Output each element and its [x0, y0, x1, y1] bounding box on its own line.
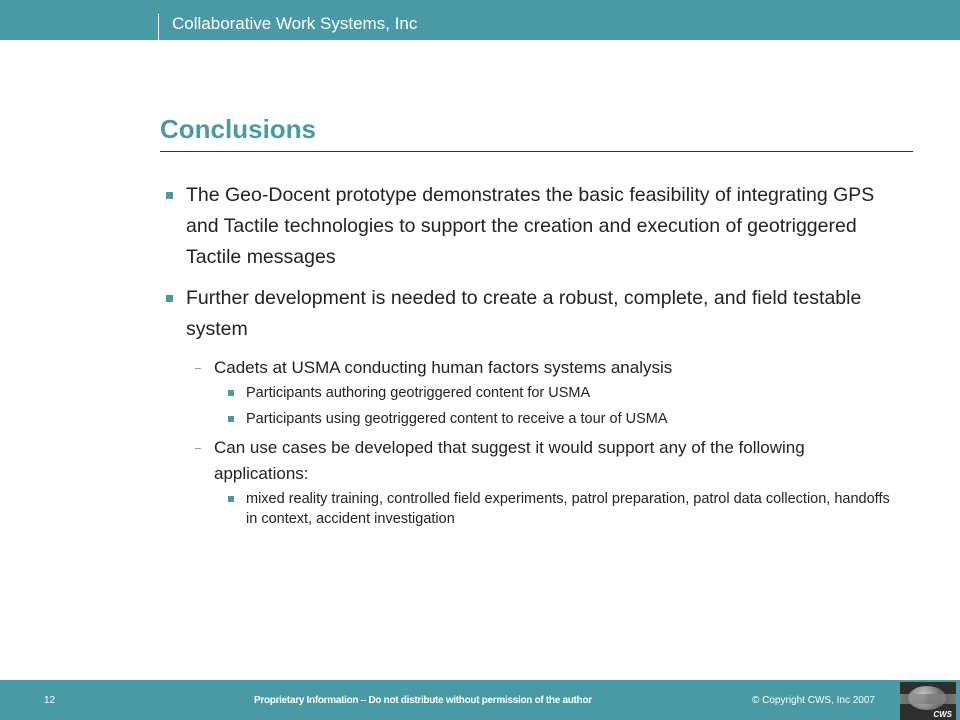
square-bullet-icon [166, 295, 173, 302]
copyright-text: © Copyright CWS, Inc 2007 [752, 695, 875, 706]
sub-bullet-item [160, 355, 900, 381]
sub-sub-bullet-text: mixed reality training, controlled field experiments, patrol preparation, patrol data collection, handoffs in context, accident investigation [246, 491, 890, 527]
sub-bullet-text: Cadets at USMA conducting human factors systems analysis [214, 358, 673, 377]
dash-bullet-icon [195, 368, 201, 369]
square-bullet-icon [166, 192, 173, 199]
slide-body [160, 180, 900, 535]
header-divider [158, 14, 159, 40]
handshake-icon [900, 694, 956, 704]
company-name: Collaborative Work Systems, Inc [172, 14, 418, 33]
sub-sub-bullet-item [160, 383, 900, 403]
sub-bullet-text: Can use cases be developed that suggest it would support any of the following applications: [214, 438, 805, 483]
page-number: 12 [44, 695, 56, 706]
square-bullet-icon [228, 416, 234, 422]
sub-sub-bullet-item [160, 489, 900, 529]
cws-logo [900, 682, 956, 720]
proprietary-notice: Proprietary Information – Do not distribute without permission of the author [254, 695, 592, 706]
square-bullet-icon [228, 390, 234, 396]
bullet-item [160, 180, 900, 273]
bullet-item [160, 283, 900, 345]
bullet-text: The Geo-Docent prototype demonstrates the basic feasibility of integrating GPS and Tactile technologies to support the creation and execution of geotriggered Tactile messages [186, 184, 875, 268]
square-bullet-icon [228, 496, 234, 502]
sub-sub-bullet-item [160, 409, 900, 429]
title-divider [160, 151, 913, 152]
bullet-text: Further development is needed to create a robust, complete, and field testable system [186, 287, 862, 340]
header-bar [0, 0, 960, 40]
sub-bullet-item [160, 435, 900, 487]
dash-bullet-icon [195, 448, 201, 449]
sub-sub-bullet-text: Participants authoring geotriggered content for USMA [246, 385, 591, 401]
sub-sub-bullet-text: Participants using geotriggered content to receive a tour of USMA [246, 411, 668, 427]
slide-title: Conclusions [160, 114, 317, 144]
footer-bar [0, 680, 960, 720]
logo-text: CWS [933, 710, 952, 719]
